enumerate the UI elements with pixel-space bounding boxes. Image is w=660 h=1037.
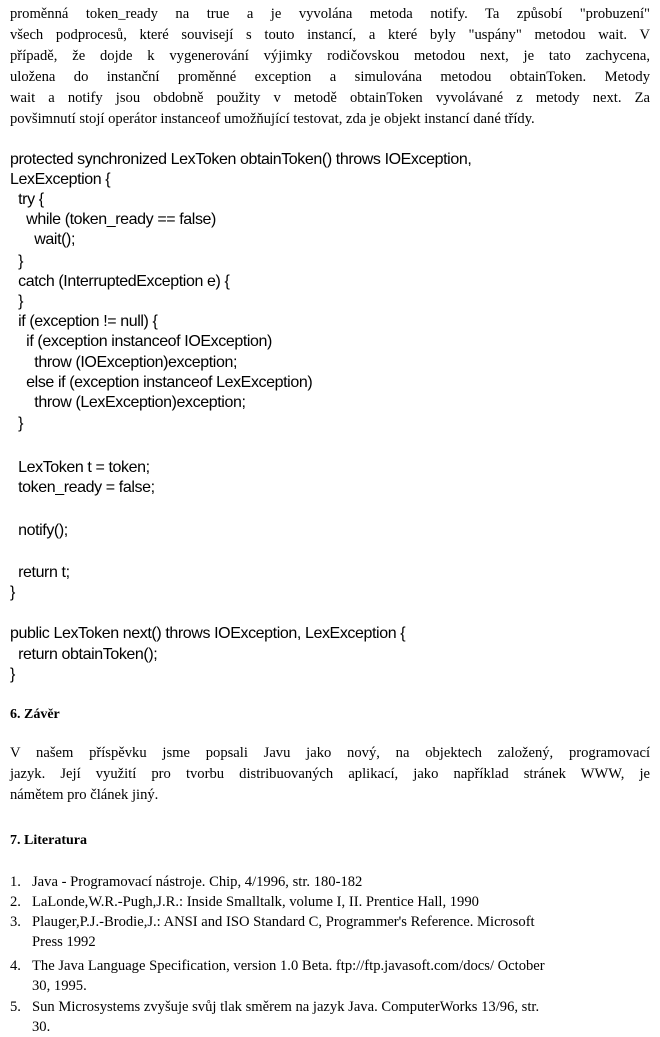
paragraph-line: případě, že dojde k vygenerování výjimky rodičovskou metodou next, je tato zachycena, [10,48,650,64]
paragraph-line: námětem pro článek jiný. [10,787,159,803]
section-heading-literature: 7. Literatura [10,833,87,848]
reference-text: Java - Programovací nástroje. Chip, 4/1996, str. 180-182 [32,874,363,890]
reference-number: 5. [10,999,21,1015]
paragraph-line: uložena do instanční proměnné exception a simulována metodou obtainToken. Metody [10,69,650,85]
code-line: LexException { [10,171,111,188]
reference-number: 4. [10,958,21,974]
code-line: else if (exception instanceof LexException) [10,374,313,391]
reference-text: Press 1992 [32,934,96,950]
paragraph-line: wait a notify jsou obdobně použity v metodě obtainToken vyvolávané z metody next. Za [10,90,650,106]
code-line: if (exception instanceof IOException) [10,333,272,350]
paragraph-line: jazyk. Její využití pro tvorbu distribuovaných aplikací, jako například stránek WWW, je [10,766,650,782]
code-line: } [10,415,24,432]
paragraph-line: povšimnutí stojí operátor instanceof umožňující testovat, zda je objekt instancí dané třídy. [10,111,535,127]
code-line: try { [10,191,44,208]
code-line: wait(); [10,231,76,248]
code-line: LexToken t = token; [10,459,150,476]
code-line: token_ready = false; [10,479,155,496]
code-line: return t; [10,564,70,581]
code-line: return obtainToken(); [10,646,158,663]
code-line: } [10,584,15,601]
code-line: while (token_ready == false) [10,211,216,228]
intro-paragraph [10,4,650,130]
reference-text: Plauger,P.J.-Brodie,J.: ANSI and ISO Standard C, Programmer's Reference. Microsoft [32,914,535,930]
reference-text: Sun Microsystems zvyšuje svůj tlak směrem na jazyk Java. ComputerWorks 13/96, str. [32,999,540,1015]
paragraph-line: V našem příspěvku jsme popsali Javu jako nový, na objektech založený, programovací [10,745,650,761]
code-line: if (exception != null) { [10,313,158,330]
code-line: } [10,293,24,310]
reference-number: 1. [10,874,21,890]
code-line: notify(); [10,522,68,539]
reference-text: LaLonde,W.R.-Pugh,J.R.: Inside Smalltalk, volume I, II. Prentice Hall, 1990 [32,894,479,910]
paragraph-line: všech podprocesů, které souvisejí s touto instancí, a které byly "uspány" metodou wait. V [10,27,650,43]
code-line: throw (IOException)exception; [10,354,237,371]
code-line: } [10,253,24,270]
reference-number: 2. [10,894,21,910]
paragraph-line: proměnná token_ready na true a je vyvolána metoda notify. Ta způsobí "probuzení" [10,6,650,22]
code-line: catch (InterruptedException e) { [10,273,230,290]
reference-text: 30, 1995. [32,978,87,994]
code-line: protected synchronized LexToken obtainToken() throws IOException, [10,151,472,168]
reference-text: The Java Language Specification, version 1.0 Beta. ftp://ftp.javasoft.com/docs/ October [32,958,545,974]
conclusion-paragraph [10,743,650,806]
reference-text: 30. [32,1019,51,1035]
code-line: public LexToken next() throws IOException, LexException { [10,625,406,642]
code-line: } [10,666,15,683]
reference-number: 3. [10,914,21,930]
section-heading-conclusion: 6. Závěr [10,707,60,722]
code-line: throw (LexException)exception; [10,394,246,411]
